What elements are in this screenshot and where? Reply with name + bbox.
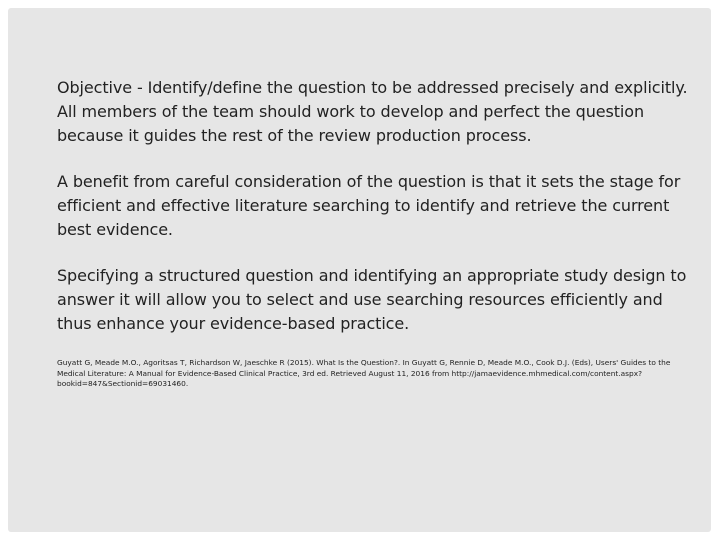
benefit-paragraph: A benefit from careful consideration of the question is that it sets the stage for efficient and effective literature searching to identify and retrieve the current best evidence.	[57, 172, 681, 239]
structured-question-paragraph: Specifying a structured question and identifying an appropriate study design to answer it will allow you to select and use searching resources efficiently and thus enhance your evidence-based practice.	[57, 266, 687, 333]
objective-paragraph: Objective - Identify/define the question to be addressed precisely and explicitly. All members of the team should work to develop and perfect the question because it guides the rest of the review production process.	[57, 78, 688, 145]
citation-text: Guyatt G, Meade M.O., Agoritsas T, Richardson W, Jaeschke R (2015). What Is the Question?. In Guyatt G, Rennie D, Meade M.O., Cook D.J. (Eds), Users' Guides to the Medical Literature: A Manual for Evidence-Based Clinical Practice, 3rd ed. Retrieved August 11, 2016 from http://jamaevidence.mhmedical.com/content.aspx?bookid=847&Sectionid=69031460.	[57, 358, 671, 388]
slide-content	[57, 76, 697, 390]
slide-background	[8, 8, 711, 532]
